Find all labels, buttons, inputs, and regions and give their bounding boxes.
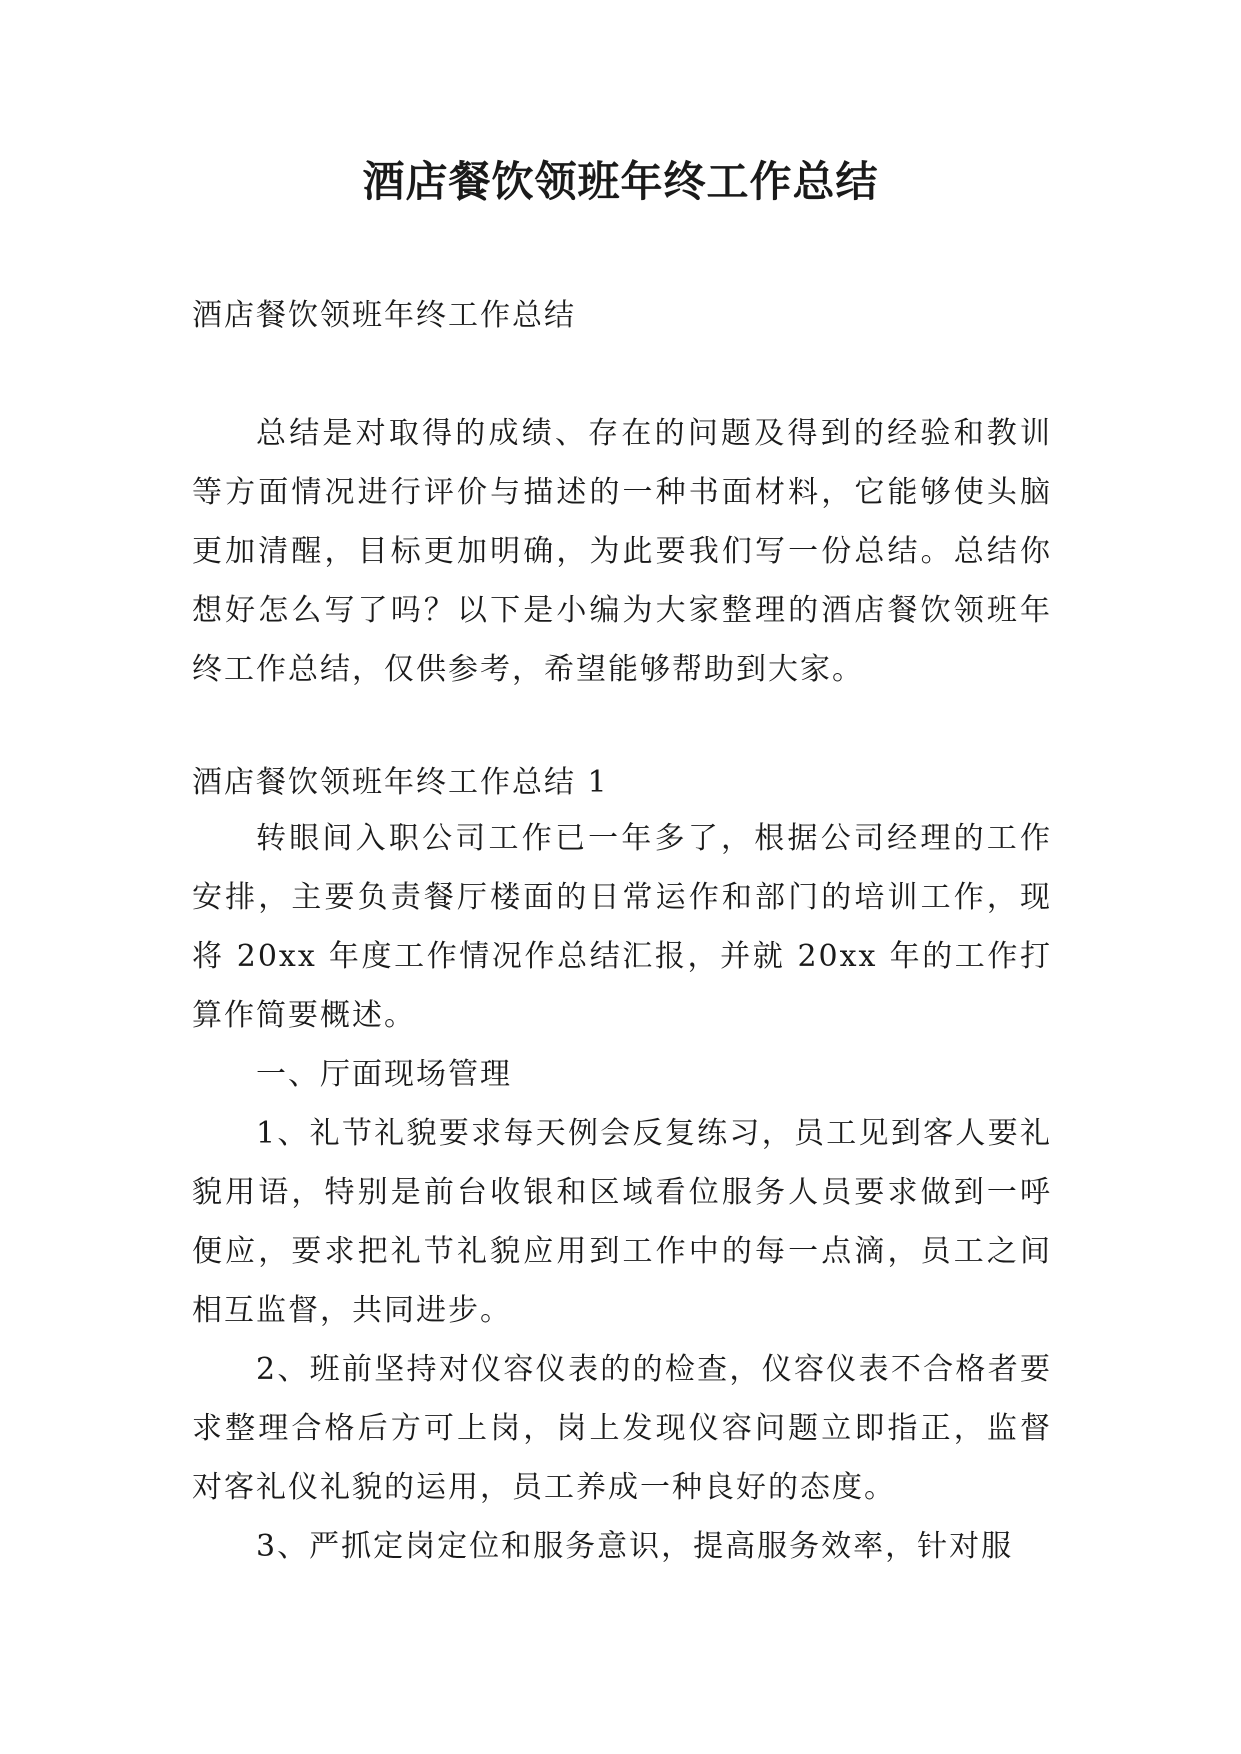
subheading-floor-management: 一、厅面现场管理 <box>256 1057 512 1092</box>
document-body-summary <box>192 404 1052 699</box>
item-paragraph-2: 2、班前坚持对仪容仪表的的检查，仪容仪表不合格者要求整理合格后方可上岗，岗上发现仪容问题立即指正，监督对客礼仪礼貌的运用，员工养成一种良好的态度。 <box>192 1352 1052 1505</box>
section-heading-1: 酒店餐饮领班年终工作总结 1 <box>192 765 609 800</box>
subtitle-paragraph: 酒店餐饮领班年终工作总结 <box>192 298 576 333</box>
document-body-intro <box>192 286 1052 345</box>
document-body-section-content <box>192 809 1052 1576</box>
document-body-section-heading <box>192 753 1052 812</box>
intro-paragraph: 转眼间入职公司工作已一年多了，根据公司经理的工作安排，主要负责餐厅楼面的日常运作和部门的培训工作，现将 20xx 年度工作情况作总结汇报，并就 20xx 年的工作打算作简要概述。 <box>192 821 1052 1033</box>
summary-paragraph: 总结是对取得的成绩、存在的问题及得到的经验和教训等方面情况进行评价与描述的一种书面材料，它能够使头脑更加清醒，目标更加明确，为此要我们写一份总结。总结你想好怎么写了吗？以下是小编为大家整理的酒店餐饮领班年终工作总结，仅供参考，希望能够帮助到大家。 <box>192 416 1052 687</box>
item-paragraph-3: 3、严抓定岗定位和服务意识，提高服务效率，针对服 <box>256 1529 1014 1564</box>
item-paragraph-1: 1、礼节礼貌要求每天例会反复练习，员工见到客人要礼貌用语，特别是前台收银和区域看位服务人员要求做到一呼便应，要求把礼节礼貌应用到工作中的每一点滴，员工之间相互监督，共同进步。 <box>192 1116 1052 1328</box>
document-title: 酒店餐饮领班年终工作总结 <box>362 157 879 206</box>
